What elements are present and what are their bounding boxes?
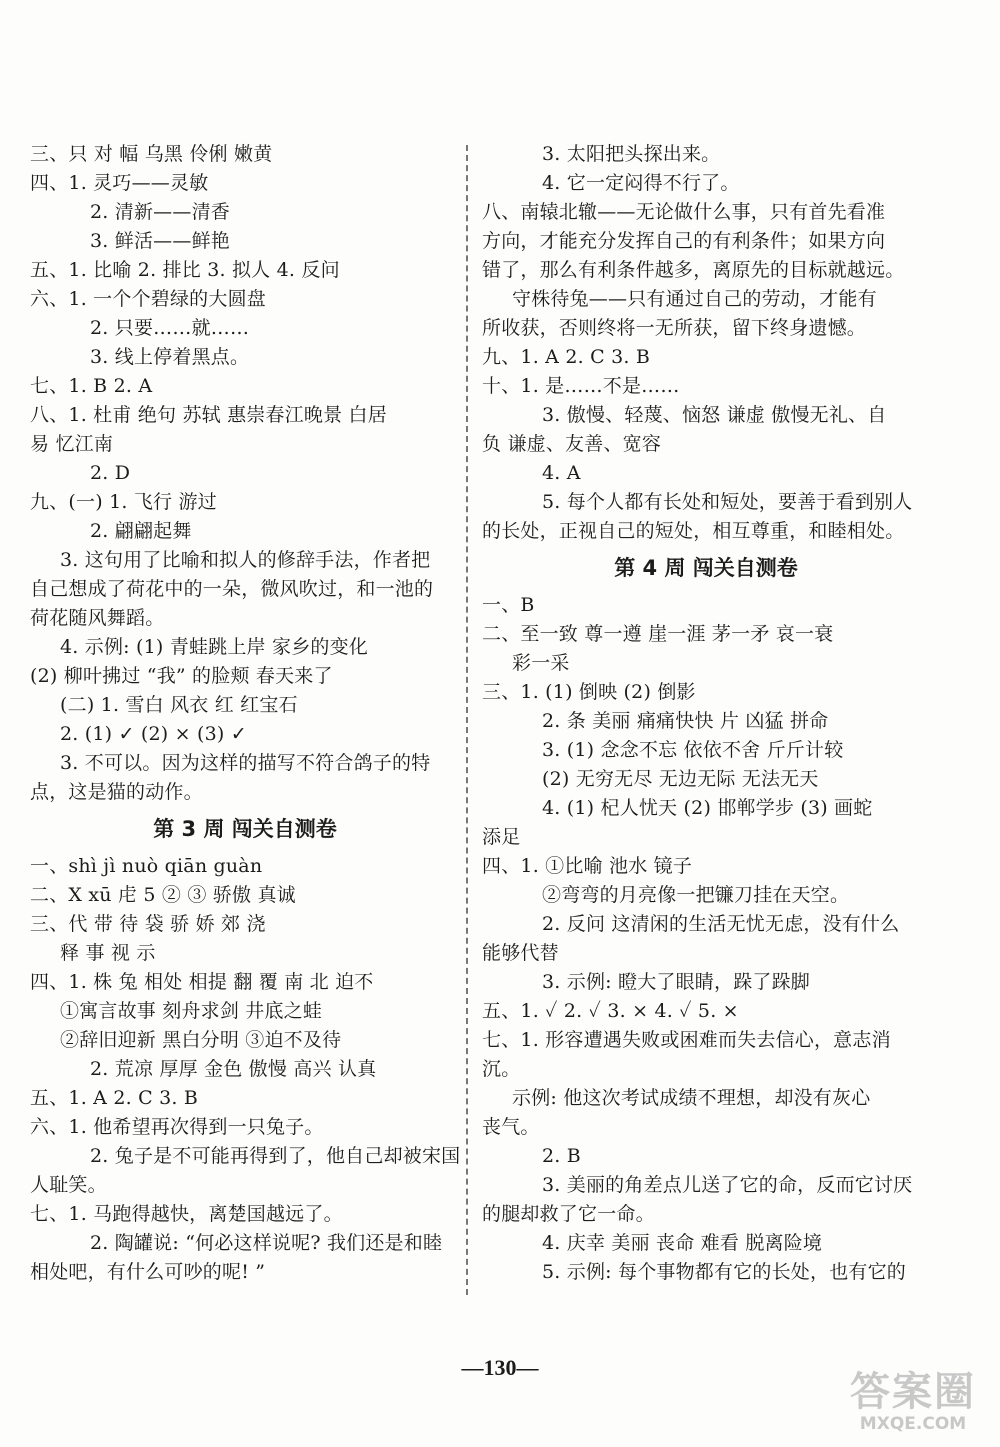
answer-line: 2. 只要……就…… xyxy=(90,317,250,339)
answer-line: 二、X xū 虍 5 ② ③ 骄傲 真诚 xyxy=(30,884,296,906)
answer-line: 4. (1) 杞人忧天 (2) 邯郸学步 (3) 画蛇 xyxy=(542,797,873,819)
answer-line: 2. B xyxy=(542,1145,581,1167)
answer-line: 五、1. A 2. C 3. B xyxy=(30,1087,199,1109)
answer-line: 2. (1) ✓ (2) × (3) ✓ xyxy=(60,723,247,745)
answer-line: 七、1. 马跑得越快，离楚国越远了。 xyxy=(30,1203,343,1225)
answer-line: 3. 不可以。因为这样的描写不符合鸽子的特 xyxy=(60,752,431,774)
answer-line: 丧气。 xyxy=(482,1116,540,1138)
answer-line: 九、1. A 2. C 3. B xyxy=(482,346,651,368)
answer-line: 人耻笑。 xyxy=(30,1174,107,1196)
answer-line: 2. 陶罐说: “何必这样说呢? 我们还是和睦 xyxy=(90,1232,443,1254)
answer-line: 沉。 xyxy=(482,1058,521,1080)
answer-line: 错了，那么有利条件越多，离原先的目标就越远。 xyxy=(482,259,905,281)
answer-line: 四、1. ①比喻 池水 镜子 xyxy=(482,855,693,877)
answer-line: 释 事 视 示 xyxy=(60,942,156,964)
answer-line: 六、1. 他希望再次得到一只兔子。 xyxy=(30,1116,324,1138)
answer-line: 七、1. 形容遭遇失败或困难而失去信心，意志消 xyxy=(482,1029,891,1051)
answer-line: 3. 美丽的角差点儿送了它的命，反而它讨厌 xyxy=(542,1174,913,1196)
answer-line: 相处吧，有什么可吵的呢! ” xyxy=(30,1261,266,1283)
column-divider xyxy=(466,145,468,1295)
answer-line: 负 谦虚、友善、宽容 xyxy=(482,433,662,455)
answer-line: (2) 无穷无尽 无边无际 无法无天 xyxy=(542,768,819,790)
answer-line: 所收获，否则终将一无所获，留下终身遗憾。 xyxy=(482,317,867,339)
answer-line: 易 忆江南 xyxy=(30,433,114,455)
answer-line: 八、南辕北辙——无论做什么事，只有首先看准 xyxy=(482,201,886,223)
answer-line: 五、1. 比喻 2. 排比 3. 拟人 4. 反问 xyxy=(30,259,340,281)
answer-line: 3. 线上停着黑点。 xyxy=(90,346,250,368)
answer-line: 十、1. 是……不是…… xyxy=(482,375,680,397)
answer-line: 一、shì jì nuò qiān guàn xyxy=(30,855,263,877)
answer-line: 2. 兔子是不可能再得到了，他自己却被宋国 xyxy=(90,1145,461,1167)
answer-line: 一、B xyxy=(482,594,535,616)
answer-line: 九、(一) 1. 飞行 游过 xyxy=(30,491,217,513)
answer-line: 4. 庆幸 美丽 丧命 难看 脱离险境 xyxy=(542,1232,823,1254)
answer-line: (二) 1. 雪白 风衣 红 红宝石 xyxy=(60,694,298,716)
answer-line: 5. 每个人都有长处和短处，要善于看到别人 xyxy=(542,491,913,513)
answer-line: 4. 它一定闷得不行了。 xyxy=(542,172,740,194)
answer-line: ②辞旧迎新 黑白分明 ③迫不及待 xyxy=(60,1029,342,1051)
answer-line: 3. 太阳把头探出来。 xyxy=(542,143,721,165)
right-column xyxy=(482,140,930,1287)
section-heading: 第 4 周 闯关自测卷 xyxy=(614,556,798,580)
answer-line: 点，这是猫的动作。 xyxy=(30,781,203,803)
answer-line: 4. 示例: (1) 青蛙跳上岸 家乡的变化 xyxy=(60,636,369,658)
answer-line: 荷花随风舞蹈。 xyxy=(30,607,165,629)
answer-line: 2. 反问 这清闲的生活无忧无虑，没有什么 xyxy=(542,913,900,935)
answer-line: 六、1. 一个个碧绿的大圆盘 xyxy=(30,288,266,310)
watermark-logo xyxy=(838,1370,988,1440)
answer-line: 八、1. 杜甫 绝句 苏轼 惠崇春江晚景 白居 xyxy=(30,404,387,426)
answer-line: 能够代替 xyxy=(482,942,559,964)
answer-line: 3. 这句用了比喻和拟人的修辞手法，作者把 xyxy=(60,549,431,571)
answer-line: 守株待兔——只有通过自己的劳动，才能有 xyxy=(512,288,877,310)
answer-line: 的腿却救了它一命。 xyxy=(482,1203,655,1225)
answer-line: 三、1. (1) 倒映 (2) 倒影 xyxy=(482,681,696,703)
answer-line: 自己想成了荷花中的一朵，微风吹过，和一池的 xyxy=(30,578,434,600)
answer-line: 2. D xyxy=(90,462,131,484)
answer-line: 3. 傲慢、轻蔑、恼怒 谦虚 傲慢无礼、自 xyxy=(542,404,887,426)
page-number: —130— xyxy=(461,1355,539,1380)
answer-line: 2. 翩翩起舞 xyxy=(90,520,192,542)
answer-line: 2. 清新——清香 xyxy=(90,201,230,223)
answer-line: 四、1. 株 兔 相处 相提 翻 覆 南 北 迫不 xyxy=(30,971,374,993)
answer-line: 4. A xyxy=(542,462,581,484)
answer-line: 3. (1) 念念不忘 依依不舍 斤斤计较 xyxy=(542,739,844,761)
answer-line: 二、至一致 尊一遵 崖一涯 茅一矛 哀一衰 xyxy=(482,623,834,645)
answer-line: 2. 条 美丽 痛痛快快 片 凶猛 拼命 xyxy=(542,710,829,732)
answer-line: 5. 示例: 每个事物都有它的长处，也有它的 xyxy=(542,1261,907,1283)
answer-line: 四、1. 灵巧——灵敏 xyxy=(30,172,209,194)
answer-line: 三、代 带 待 袋 骄 娇 郊 浇 xyxy=(30,913,266,935)
answer-line: 的长处，正视自己的短处，相互尊重，和睦相处。 xyxy=(482,520,905,542)
answer-line: 三、只 对 幅 乌黑 伶俐 嫩黄 xyxy=(30,143,273,165)
answer-line: 五、1. ✓ 2. ✓ 3. × 4. ✓ 5. × xyxy=(482,1000,739,1022)
answer-line: 3. 示例: 瞪大了眼睛，跺了跺脚 xyxy=(542,971,811,993)
answer-line: 示例: 他这次考试成绩不理想，却没有灰心 xyxy=(512,1087,871,1109)
answer-line: 方向，才能充分发挥自己的有利条件；如果方向 xyxy=(482,230,886,252)
left-column xyxy=(30,140,460,1287)
answer-line: 3. 鲜活——鲜艳 xyxy=(90,230,230,252)
answer-line: ②弯弯的月亮像一把镰刀挂在天空。 xyxy=(542,884,850,906)
answer-line: ①寓言故事 刻舟求剑 井底之蛙 xyxy=(60,1000,323,1022)
watermark-sub: MXQE.COM xyxy=(859,1414,967,1434)
answer-line: 彩一采 xyxy=(512,652,570,674)
watermark-main: 答案圈 xyxy=(850,1369,976,1415)
answer-line: 添足 xyxy=(482,826,521,848)
answer-line: 2. 荒凉 厚厚 金色 傲慢 高兴 认真 xyxy=(90,1058,377,1080)
section-heading: 第 3 周 闯关自测卷 xyxy=(153,817,337,841)
answer-line: 七、1. B 2. A xyxy=(30,375,153,397)
answer-line: (2) 柳叶拂过 “我” 的脸颊 春天来了 xyxy=(30,665,333,687)
